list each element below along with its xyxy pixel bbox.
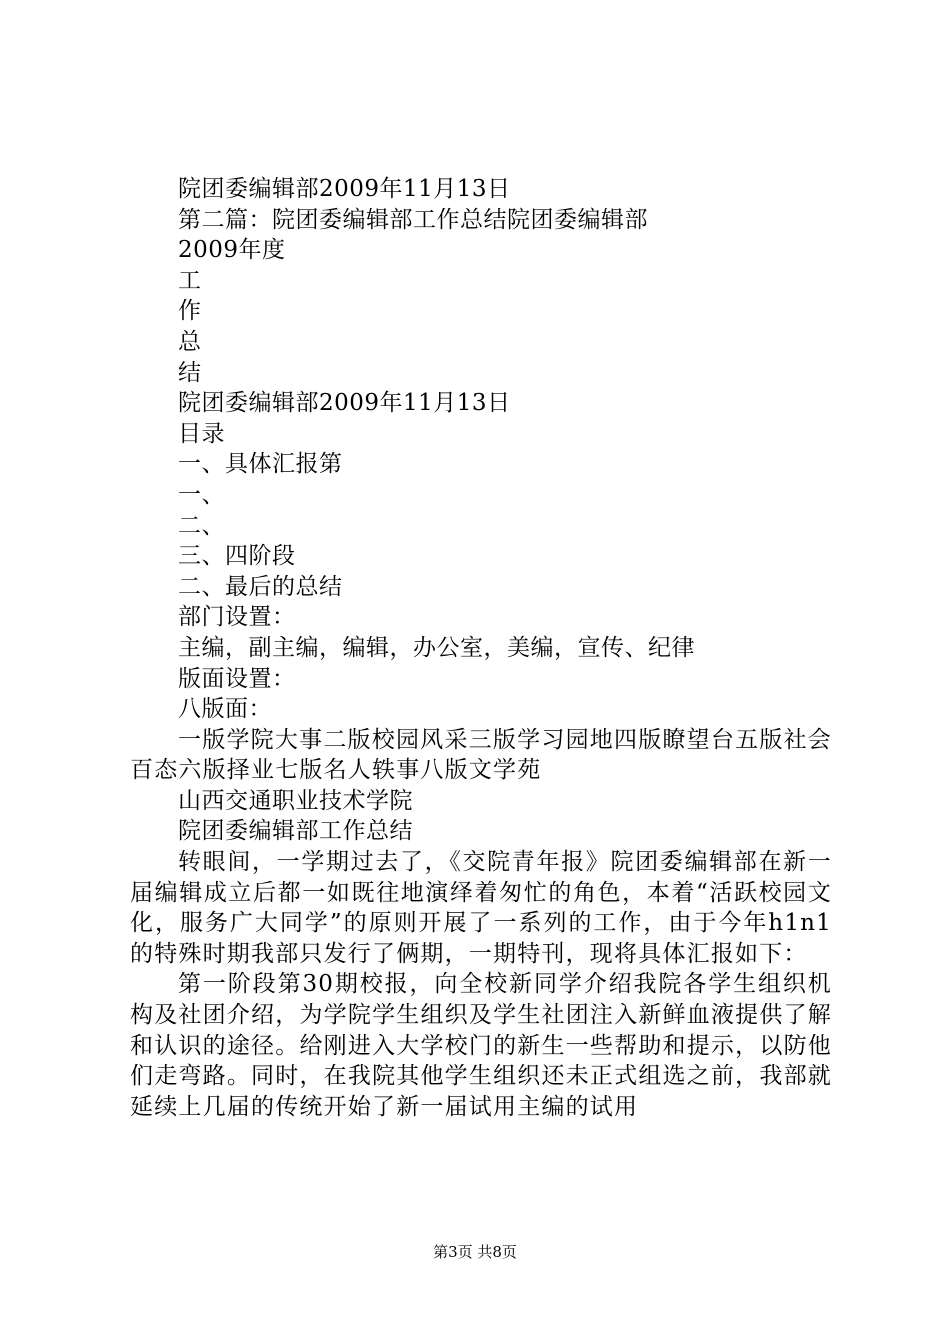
body-paragraph: 第一阶段第30期校报，向全校新同学介绍我院各学生组织机构及社团介绍，为学院学生组织及学生社团注入新鲜血液提供了解和认识的途径。给刚进入大学校门的新生一些帮助和提示，以防他们走弯路。同时，在我院其他学生组织还未正式组选之前，我部就延续上几届的传统开始了新一届试用主编的试用 [130,971,832,1120]
body-paragraph: 转眼间，一学期过去了，《交院青年报》院团委编辑部在新一届编辑成立后都一如既往地演绎着匆忙的角色，本着“活跃校园文化，服务广大同学”的原则开展了一系列的工作，由于今年h1n1的特殊时期我部只发行了俩期，一期特刊，现将具体汇报如下： [130,849,832,967]
school-name: 山西交通职业技术学院 [178,787,413,814]
summary-title: 院团委编辑部工作总结 [178,818,413,845]
vertical-title-char: 工 [178,267,202,294]
section-label: 部门设置： [178,604,296,631]
date-line: 院团委编辑部2009年11月13日 [178,390,511,417]
toc-item: 一、具体汇报第 [178,451,343,478]
chapter-heading: 第二篇：院团委编辑部工作总结院团委编辑部 [178,206,648,233]
toc-item: 一、 [178,481,225,508]
layout-paragraph: 一版学院大事二版校园风采三版学习园地四版瞭望台五版社会百态六版择业七版名人轶事八版文学苑 [130,726,832,784]
toc-item: 三、四阶段 [178,543,296,570]
section-label: 八版面： [178,696,272,723]
page-number: 第3页 共8页 [433,1243,517,1261]
vertical-title-char: 作 [178,298,202,325]
vertical-title-char: 总 [178,328,202,355]
toc-heading: 目录 [178,420,225,447]
year-line: 2009年度 [178,237,286,264]
section-label: 版面设置： [178,665,296,692]
date-line: 院团委编辑部2009年11月13日 [178,176,511,202]
toc-item: 二、 [178,512,225,539]
vertical-title-char: 结 [178,359,202,386]
department-list: 主编，副主编，编辑，办公室，美编，宣传、纪律 [178,634,695,661]
document-body [130,174,832,1122]
toc-item: 二、最后的总结 [178,573,343,600]
